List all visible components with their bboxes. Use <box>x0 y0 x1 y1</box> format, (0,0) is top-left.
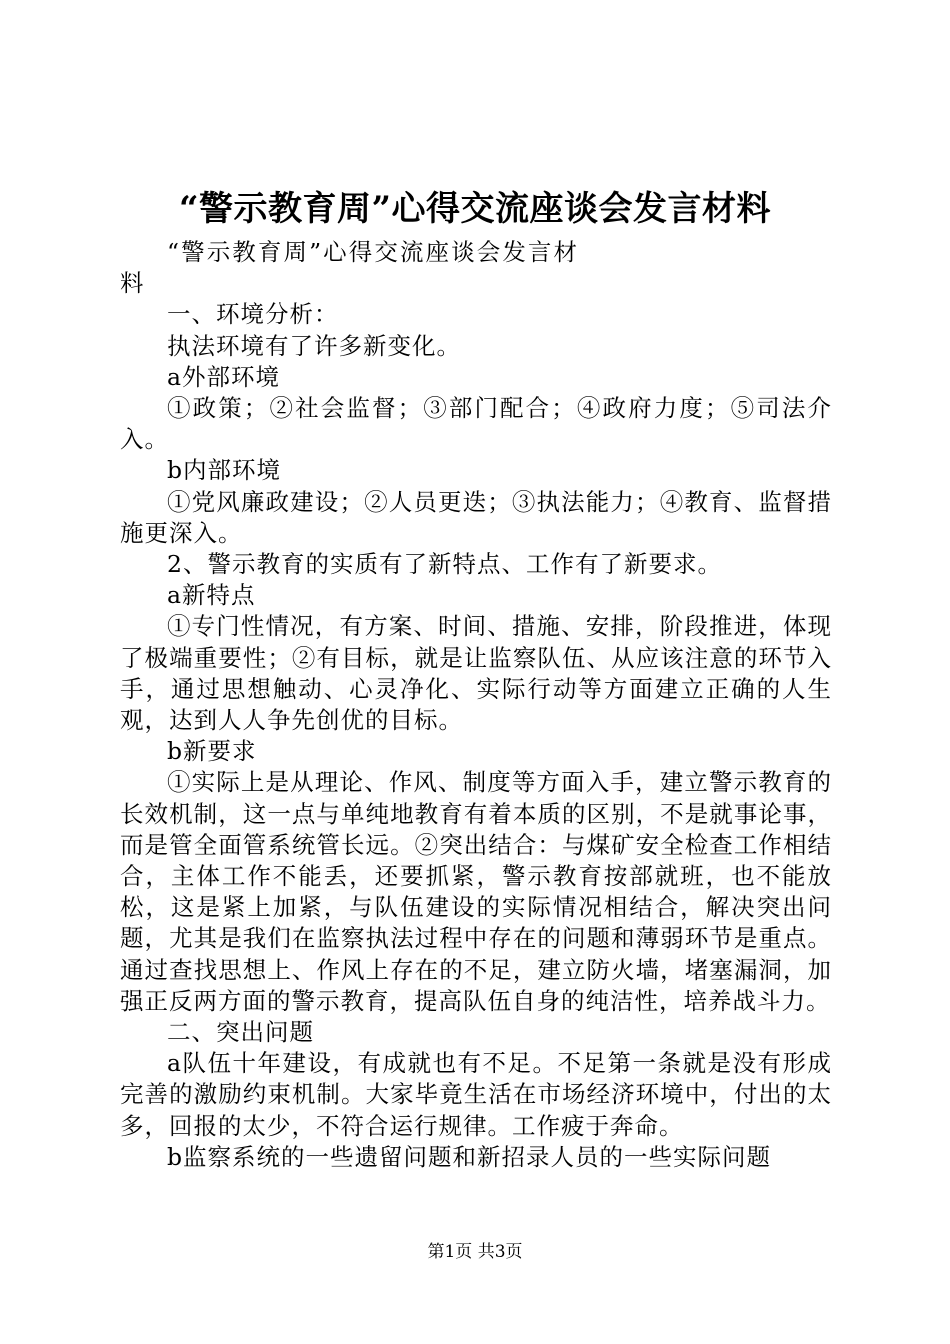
paragraph: ①实际上是从理论、作风、制度等方面入手，建立警示教育的长效机制，这一点与单纯地教育有着本质的区别，不是就事论事，而是管全面管系统管长远。②突出结合：与煤矿安全检查工作相结合，主体工作不能丢，还要抓紧，警示教育按部就班，也不能放松，这是紧上加紧，与队伍建设的实际情况相结合，解决突出问题，尤其是我们在监察执法过程中存在的问题和薄弱环节是重点。通过查找思想上、作风上存在的不足，建立防火墙，堵塞漏洞，加强正反两方面的警示教育，提高队伍自身的纯洁性，培养战斗力。 <box>120 768 832 1015</box>
paragraph-subheading: a新特点 <box>167 581 256 610</box>
paragraph-subheading: b内部环境 <box>167 456 282 485</box>
paragraph: 2、警示教育的实质有了新特点、工作有了新要求。 <box>167 550 722 579</box>
paragraph-heading-environment: 一、环境分析： <box>167 300 339 329</box>
paragraph: ①党风廉政建设；②人员更迭；③执法能力；④教育、监督措施更深入。 <box>120 487 832 547</box>
paragraph: ①政策；②社会监督；③部门配合；④政府力度；⑤司法介入。 <box>120 394 832 454</box>
paragraph: b监察系统的一些遗留问题和新招录人员的一些实际问题 <box>167 1142 772 1171</box>
document-title: “警示教育周”心得交流座谈会发言材料 <box>178 189 772 229</box>
paragraph: a队伍十年建设，有成就也有不足。不足第一条就是没有形成完善的激励约束机制。大家毕竟生活在市场经济环境中，付出的太多，回报的太少，不符合运行规律。工作疲于奔命。 <box>120 1049 832 1140</box>
paragraph-heading-issues: 二、突出问题 <box>167 1018 314 1047</box>
paragraph-subtitle: “警示教育周”心得交流座谈会发言材料 <box>120 238 578 298</box>
page-footer: 第1页 共3页 <box>427 1242 523 1262</box>
paragraph-subheading: a外部环境 <box>167 362 281 391</box>
paragraph: 执法环境有了许多新变化。 <box>167 331 461 360</box>
document-body <box>120 237 832 1173</box>
paragraph-subheading: b新要求 <box>167 737 257 766</box>
paragraph: ①专门性情况，有方案、时间、措施、安排，阶段推进，体现了极端重要性；②有目标，就是让监察队伍、从应该注意的环节入手，通过思想触动、心灵净化、实际行动等方面建立正确的人生观，达到人人争先创优的目标。 <box>120 612 832 735</box>
